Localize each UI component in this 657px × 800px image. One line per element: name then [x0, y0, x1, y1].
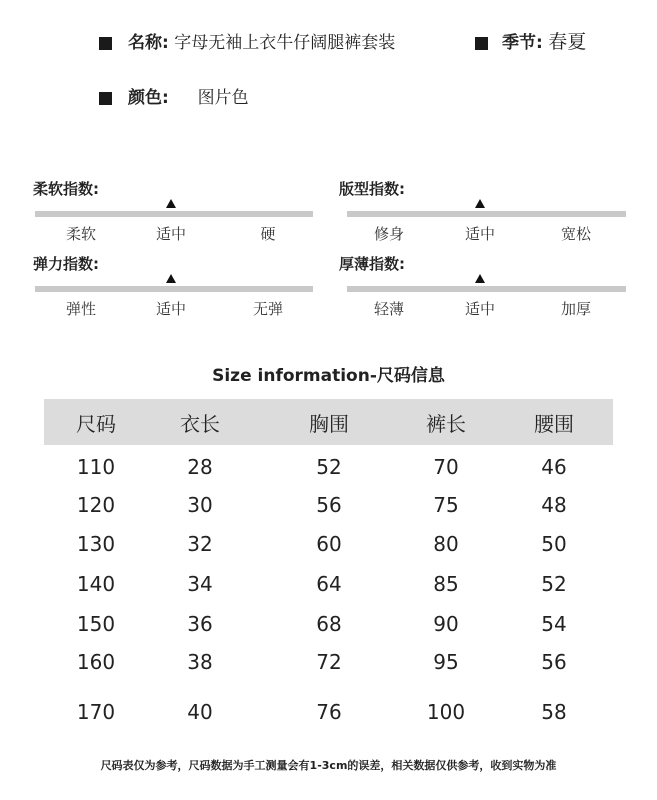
table-cell: 56 [316, 493, 342, 517]
table-cell: 170 [76, 700, 116, 724]
index-scale-label: 适中 [464, 225, 495, 243]
footer-note: 尺码表仅为参考，尺码数据为手工测量会有1-3cm的误差，相关数据仅供参考，收到实物为准 [100, 759, 557, 772]
table-cell: 160 [76, 650, 116, 674]
product-color [128, 88, 249, 108]
table-cell: 68 [316, 612, 342, 636]
table-cell: 72 [316, 650, 342, 674]
table-cell: 32 [187, 532, 213, 556]
table-cell: 140 [76, 572, 116, 596]
size-table-title: Size information-尺码信息 [212, 366, 445, 386]
table-cell: 36 [187, 612, 213, 636]
index-scale-bar [347, 286, 626, 292]
index-scale-label: 轻薄 [373, 300, 404, 318]
index-title: 柔软指数: [33, 180, 99, 198]
table-cell: 95 [433, 650, 459, 674]
index-marker-icon [475, 274, 485, 283]
table-header-cell: 胸围 [309, 412, 349, 436]
table-cell: 70 [433, 455, 459, 479]
index-scale-label: 柔软 [65, 225, 96, 243]
index-scale-label: 修身 [373, 225, 404, 243]
table-cell: 130 [76, 532, 116, 556]
season-bullet [475, 37, 488, 50]
table-cell: 28 [187, 455, 213, 479]
table-cell: 100 [426, 700, 466, 724]
table-cell: 34 [187, 572, 213, 596]
table-cell: 54 [541, 612, 567, 636]
table-cell: 150 [76, 612, 116, 636]
table-cell: 64 [316, 572, 342, 596]
index-scale-label: 适中 [155, 225, 186, 243]
table-cell: 75 [433, 493, 459, 517]
index-marker-icon [166, 199, 176, 208]
color-label: 颜色: [128, 88, 169, 108]
table-cell: 56 [541, 650, 567, 674]
name-bullet [99, 37, 112, 50]
index-title: 厚薄指数: [339, 255, 405, 273]
table-header-cell: 尺码 [76, 412, 116, 436]
product-name [128, 33, 395, 53]
table-cell: 90 [433, 612, 459, 636]
table-header-cell: 腰围 [534, 412, 574, 436]
table-cell: 85 [433, 572, 459, 596]
index-scale-bar [35, 211, 313, 217]
table-cell: 76 [316, 700, 342, 724]
index-scale-label: 加厚 [560, 300, 591, 318]
season-label: 季节: [502, 33, 543, 53]
table-cell: 52 [316, 455, 342, 479]
table-cell: 110 [76, 455, 116, 479]
index-scale-label: 弹性 [65, 300, 96, 318]
index-scale-label: 宽松 [560, 225, 591, 243]
table-cell: 60 [316, 532, 342, 556]
table-header-cell: 衣长 [180, 412, 220, 436]
product-season [502, 32, 586, 53]
table-cell: 52 [541, 572, 567, 596]
index-scale-bar [35, 286, 313, 292]
index-scale-label: 适中 [464, 300, 495, 318]
table-cell: 120 [76, 493, 116, 517]
table-cell: 40 [187, 700, 213, 724]
index-title: 弹力指数: [33, 255, 99, 273]
table-cell: 50 [541, 532, 567, 556]
index-marker-icon [166, 274, 176, 283]
season-value: 春夏 [548, 31, 587, 53]
table-cell: 58 [541, 700, 567, 724]
color-bullet [99, 92, 112, 105]
table-cell: 30 [187, 493, 213, 517]
table-cell: 48 [541, 493, 567, 517]
index-scale-label: 无弹 [252, 300, 283, 318]
index-scale-bar [347, 211, 626, 217]
name-label: 名称: [128, 33, 169, 53]
index-marker-icon [475, 199, 485, 208]
table-cell: 46 [541, 455, 567, 479]
index-scale-label: 适中 [155, 300, 186, 318]
name-value: 字母无袖上衣牛仔阔腿裤套装 [174, 33, 396, 53]
index-title: 版型指数: [339, 180, 405, 198]
index-scale-label: 硬 [260, 225, 276, 243]
color-value: 图片色 [197, 88, 249, 108]
table-cell: 80 [433, 532, 459, 556]
table-cell: 38 [187, 650, 213, 674]
table-header-cell: 裤长 [426, 412, 466, 436]
